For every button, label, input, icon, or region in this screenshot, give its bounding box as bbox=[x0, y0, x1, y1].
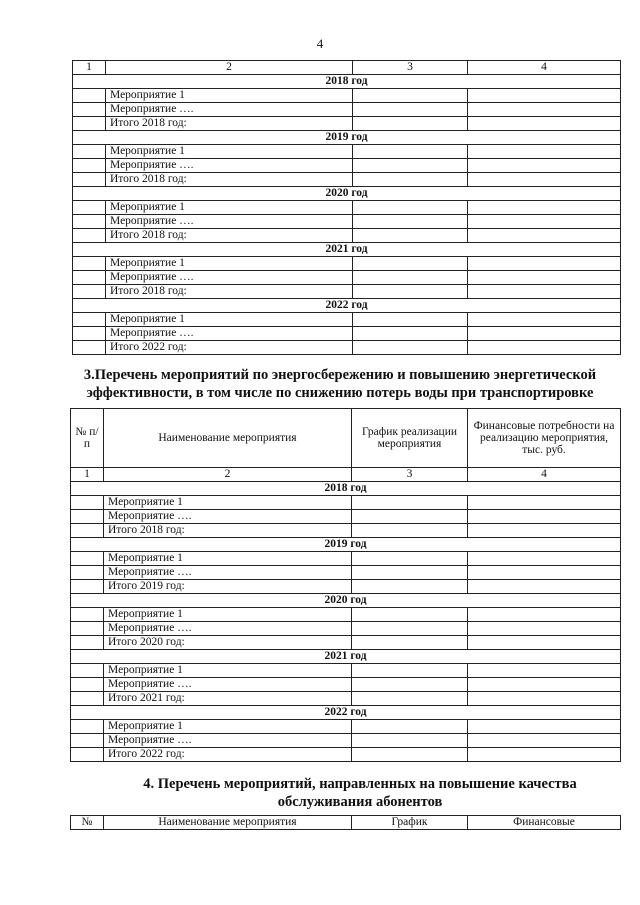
year-label: 2019 год bbox=[71, 538, 621, 552]
service-quality-activities-table bbox=[70, 815, 621, 830]
table-row bbox=[73, 271, 621, 285]
year-row bbox=[73, 299, 621, 313]
table-row bbox=[73, 215, 621, 229]
table-row bbox=[71, 622, 621, 636]
activity-name-cell: Мероприятие 1 bbox=[106, 257, 353, 271]
row-number-cell bbox=[71, 524, 104, 538]
financial-needs-cell bbox=[468, 215, 621, 229]
financial-needs-cell bbox=[468, 285, 621, 299]
header-schedule: График реализации мероприятия bbox=[352, 409, 468, 468]
schedule-cell bbox=[353, 341, 468, 355]
year-label: 2020 год bbox=[71, 594, 621, 608]
row-number-cell bbox=[71, 734, 104, 748]
activity-name-cell: Мероприятие …. bbox=[104, 566, 352, 580]
row-number-cell bbox=[71, 580, 104, 594]
activity-name-cell: Мероприятие 1 bbox=[104, 552, 352, 566]
section-4-title-line2: обслуживания абонентов bbox=[277, 794, 443, 810]
financial-needs-cell bbox=[468, 313, 621, 327]
activity-name-cell: Мероприятие …. bbox=[106, 159, 353, 173]
schedule-cell bbox=[352, 566, 468, 580]
section-3-title bbox=[60, 366, 620, 402]
schedule-cell bbox=[352, 510, 468, 524]
activity-name-cell: Мероприятие …. bbox=[104, 678, 352, 692]
total-row bbox=[71, 692, 621, 706]
row-number-cell bbox=[71, 664, 104, 678]
activity-name-cell: Мероприятие 1 bbox=[106, 313, 353, 327]
col-number-2: 2 bbox=[106, 61, 353, 75]
row-number-cell bbox=[73, 341, 106, 355]
schedule-cell bbox=[352, 608, 468, 622]
row-number-cell bbox=[71, 622, 104, 636]
total-row bbox=[71, 636, 621, 650]
row-number-cell bbox=[73, 117, 106, 131]
row-number-cell bbox=[73, 257, 106, 271]
total-label: Итого 2021 год: bbox=[104, 692, 352, 706]
schedule-cell bbox=[353, 201, 468, 215]
energy-saving-activities-table bbox=[70, 408, 621, 762]
row-number-cell bbox=[73, 327, 106, 341]
activity-name-cell: Мероприятие …. bbox=[106, 327, 353, 341]
year-label: 2020 год bbox=[73, 187, 621, 201]
total-label: Итого 2018 год: bbox=[106, 117, 353, 131]
total-row bbox=[73, 173, 621, 187]
financial-needs-cell bbox=[468, 608, 621, 622]
row-number-cell bbox=[73, 159, 106, 173]
schedule-cell bbox=[352, 678, 468, 692]
page-number: 4 bbox=[316, 36, 324, 51]
header-financial-needs: Финансовые потребности на реализацию мероприятия, тыс. руб. bbox=[468, 409, 621, 468]
schedule-cell bbox=[352, 552, 468, 566]
financial-needs-cell bbox=[468, 341, 621, 355]
section-3-title-line1: 3.Перечень мероприятий по энергосбережению и повышению энергетической bbox=[83, 367, 597, 383]
year-row bbox=[73, 243, 621, 257]
activity-name-cell: Мероприятие 1 bbox=[106, 145, 353, 159]
header-activity-name: Наименование мероприятия bbox=[104, 409, 352, 468]
activity-name-cell: Мероприятие 1 bbox=[106, 89, 353, 103]
header-financial-needs: Финансовые bbox=[468, 816, 621, 830]
schedule-cell bbox=[353, 117, 468, 131]
table-row bbox=[71, 496, 621, 510]
financial-needs-cell bbox=[468, 552, 621, 566]
financial-needs-cell bbox=[468, 89, 621, 103]
row-number-cell bbox=[71, 608, 104, 622]
schedule-cell bbox=[353, 257, 468, 271]
row-number-cell bbox=[73, 285, 106, 299]
col-number-4: 4 bbox=[468, 468, 621, 482]
total-row bbox=[71, 748, 621, 762]
financial-needs-cell bbox=[468, 524, 621, 538]
financial-needs-cell bbox=[468, 159, 621, 173]
table-header-row bbox=[71, 816, 621, 830]
financial-needs-cell bbox=[468, 720, 621, 734]
row-number-cell bbox=[71, 678, 104, 692]
financial-needs-cell bbox=[468, 510, 621, 524]
financial-needs-cell bbox=[468, 748, 621, 762]
table-row bbox=[73, 159, 621, 173]
header-number: № bbox=[71, 816, 104, 830]
row-number-cell bbox=[71, 636, 104, 650]
table-row bbox=[73, 313, 621, 327]
total-label: Итого 2018 год: bbox=[106, 285, 353, 299]
year-row bbox=[71, 538, 621, 552]
total-row bbox=[73, 229, 621, 243]
row-number-cell bbox=[73, 89, 106, 103]
row-number-cell bbox=[73, 215, 106, 229]
schedule-cell bbox=[353, 103, 468, 117]
total-label: Итого 2019 год: bbox=[104, 580, 352, 594]
schedule-cell bbox=[352, 734, 468, 748]
activity-name-cell: Мероприятие 1 bbox=[104, 720, 352, 734]
financial-needs-cell bbox=[468, 566, 621, 580]
schedule-cell bbox=[352, 524, 468, 538]
financial-needs-cell bbox=[468, 271, 621, 285]
schedule-cell bbox=[352, 580, 468, 594]
financial-needs-cell bbox=[468, 145, 621, 159]
schedule-cell bbox=[353, 159, 468, 173]
row-number-cell bbox=[73, 201, 106, 215]
col-number-1: 1 bbox=[71, 468, 104, 482]
schedule-cell bbox=[352, 692, 468, 706]
table-row bbox=[73, 103, 621, 117]
schedule-cell bbox=[353, 215, 468, 229]
table-row bbox=[73, 89, 621, 103]
activity-name-cell: Мероприятие 1 bbox=[104, 608, 352, 622]
year-label: 2022 год bbox=[73, 299, 621, 313]
table-row bbox=[71, 552, 621, 566]
year-label: 2022 год bbox=[71, 706, 621, 720]
row-number-cell bbox=[73, 229, 106, 243]
financial-needs-cell bbox=[468, 734, 621, 748]
activities-table-continued bbox=[72, 60, 621, 355]
year-row bbox=[73, 187, 621, 201]
year-row bbox=[71, 650, 621, 664]
financial-needs-cell bbox=[468, 580, 621, 594]
table-row bbox=[73, 145, 621, 159]
column-number-row bbox=[73, 61, 621, 75]
financial-needs-cell bbox=[468, 327, 621, 341]
schedule-cell bbox=[352, 664, 468, 678]
table-row bbox=[71, 510, 621, 524]
activity-name-cell: Мероприятие …. bbox=[104, 510, 352, 524]
row-number-cell bbox=[71, 720, 104, 734]
year-label: 2021 год bbox=[71, 650, 621, 664]
year-label: 2018 год bbox=[71, 482, 621, 496]
total-label: Итого 2018 год: bbox=[106, 229, 353, 243]
table-row bbox=[71, 734, 621, 748]
table-row bbox=[73, 257, 621, 271]
activity-name-cell: Мероприятие 1 bbox=[106, 201, 353, 215]
activity-name-cell: Мероприятие 1 bbox=[104, 664, 352, 678]
activity-name-cell: Мероприятие …. bbox=[106, 103, 353, 117]
financial-needs-cell bbox=[468, 622, 621, 636]
total-label: Итого 2022 год: bbox=[104, 748, 352, 762]
activity-name-cell: Мероприятие …. bbox=[106, 215, 353, 229]
schedule-cell bbox=[353, 173, 468, 187]
financial-needs-cell bbox=[468, 103, 621, 117]
table-row bbox=[71, 608, 621, 622]
schedule-cell bbox=[353, 285, 468, 299]
row-number-cell bbox=[73, 145, 106, 159]
schedule-cell bbox=[352, 496, 468, 510]
row-number-cell bbox=[71, 748, 104, 762]
table-row bbox=[73, 327, 621, 341]
schedule-cell bbox=[353, 229, 468, 243]
schedule-cell bbox=[353, 145, 468, 159]
row-number-cell bbox=[71, 510, 104, 524]
total-row bbox=[73, 285, 621, 299]
row-number-cell bbox=[73, 103, 106, 117]
row-number-cell bbox=[73, 313, 106, 327]
total-row bbox=[73, 341, 621, 355]
row-number-cell bbox=[71, 496, 104, 510]
total-label: Итого 2020 год: bbox=[104, 636, 352, 650]
year-row bbox=[73, 131, 621, 145]
schedule-cell bbox=[352, 636, 468, 650]
year-row bbox=[71, 594, 621, 608]
col-number-1: 1 bbox=[73, 61, 106, 75]
year-row bbox=[71, 482, 621, 496]
header-activity-name: Наименование мероприятия bbox=[104, 816, 352, 830]
financial-needs-cell bbox=[468, 496, 621, 510]
year-row bbox=[73, 75, 621, 89]
schedule-cell bbox=[353, 327, 468, 341]
table-row bbox=[71, 566, 621, 580]
col-number-3: 3 bbox=[352, 468, 468, 482]
activity-name-cell: Мероприятие …. bbox=[106, 271, 353, 285]
row-number-cell bbox=[71, 566, 104, 580]
total-row bbox=[71, 580, 621, 594]
section-4-title bbox=[90, 775, 630, 811]
table-row bbox=[71, 664, 621, 678]
financial-needs-cell bbox=[468, 257, 621, 271]
financial-needs-cell bbox=[468, 117, 621, 131]
table-header-row bbox=[71, 409, 621, 468]
total-row bbox=[71, 524, 621, 538]
year-label: 2019 год bbox=[73, 131, 621, 145]
activity-name-cell: Мероприятие …. bbox=[104, 622, 352, 636]
schedule-cell bbox=[353, 313, 468, 327]
header-schedule: График bbox=[352, 816, 468, 830]
financial-needs-cell bbox=[468, 201, 621, 215]
financial-needs-cell bbox=[468, 173, 621, 187]
schedule-cell bbox=[352, 622, 468, 636]
table-row bbox=[73, 201, 621, 215]
year-row bbox=[71, 706, 621, 720]
schedule-cell bbox=[352, 748, 468, 762]
schedule-cell bbox=[352, 720, 468, 734]
year-label: 2021 год bbox=[73, 243, 621, 257]
row-number-cell bbox=[71, 692, 104, 706]
financial-needs-cell bbox=[468, 229, 621, 243]
section-3-title-line2: эффективности, в том числе по снижению потерь воды при транспортировке bbox=[86, 385, 594, 401]
schedule-cell bbox=[353, 271, 468, 285]
financial-needs-cell bbox=[468, 636, 621, 650]
row-number-cell bbox=[71, 552, 104, 566]
table-row bbox=[71, 678, 621, 692]
column-number-row bbox=[71, 468, 621, 482]
header-number: № п/п bbox=[71, 409, 104, 468]
total-label: Итого 2018 год: bbox=[106, 173, 353, 187]
financial-needs-cell bbox=[468, 664, 621, 678]
year-label: 2018 год bbox=[73, 75, 621, 89]
section-4-title-line1: 4. Перечень мероприятий, направленных на повышение качества bbox=[143, 776, 577, 792]
schedule-cell bbox=[353, 89, 468, 103]
row-number-cell bbox=[73, 173, 106, 187]
total-label: Итого 2018 год: bbox=[104, 524, 352, 538]
table-row bbox=[71, 720, 621, 734]
financial-needs-cell bbox=[468, 678, 621, 692]
total-row bbox=[73, 117, 621, 131]
financial-needs-cell bbox=[468, 692, 621, 706]
col-number-4: 4 bbox=[468, 61, 621, 75]
total-label: Итого 2022 год: bbox=[106, 341, 353, 355]
activity-name-cell: Мероприятие 1 bbox=[104, 496, 352, 510]
col-number-2: 2 bbox=[104, 468, 352, 482]
row-number-cell bbox=[73, 271, 106, 285]
col-number-3: 3 bbox=[353, 61, 468, 75]
activity-name-cell: Мероприятие …. bbox=[104, 734, 352, 748]
